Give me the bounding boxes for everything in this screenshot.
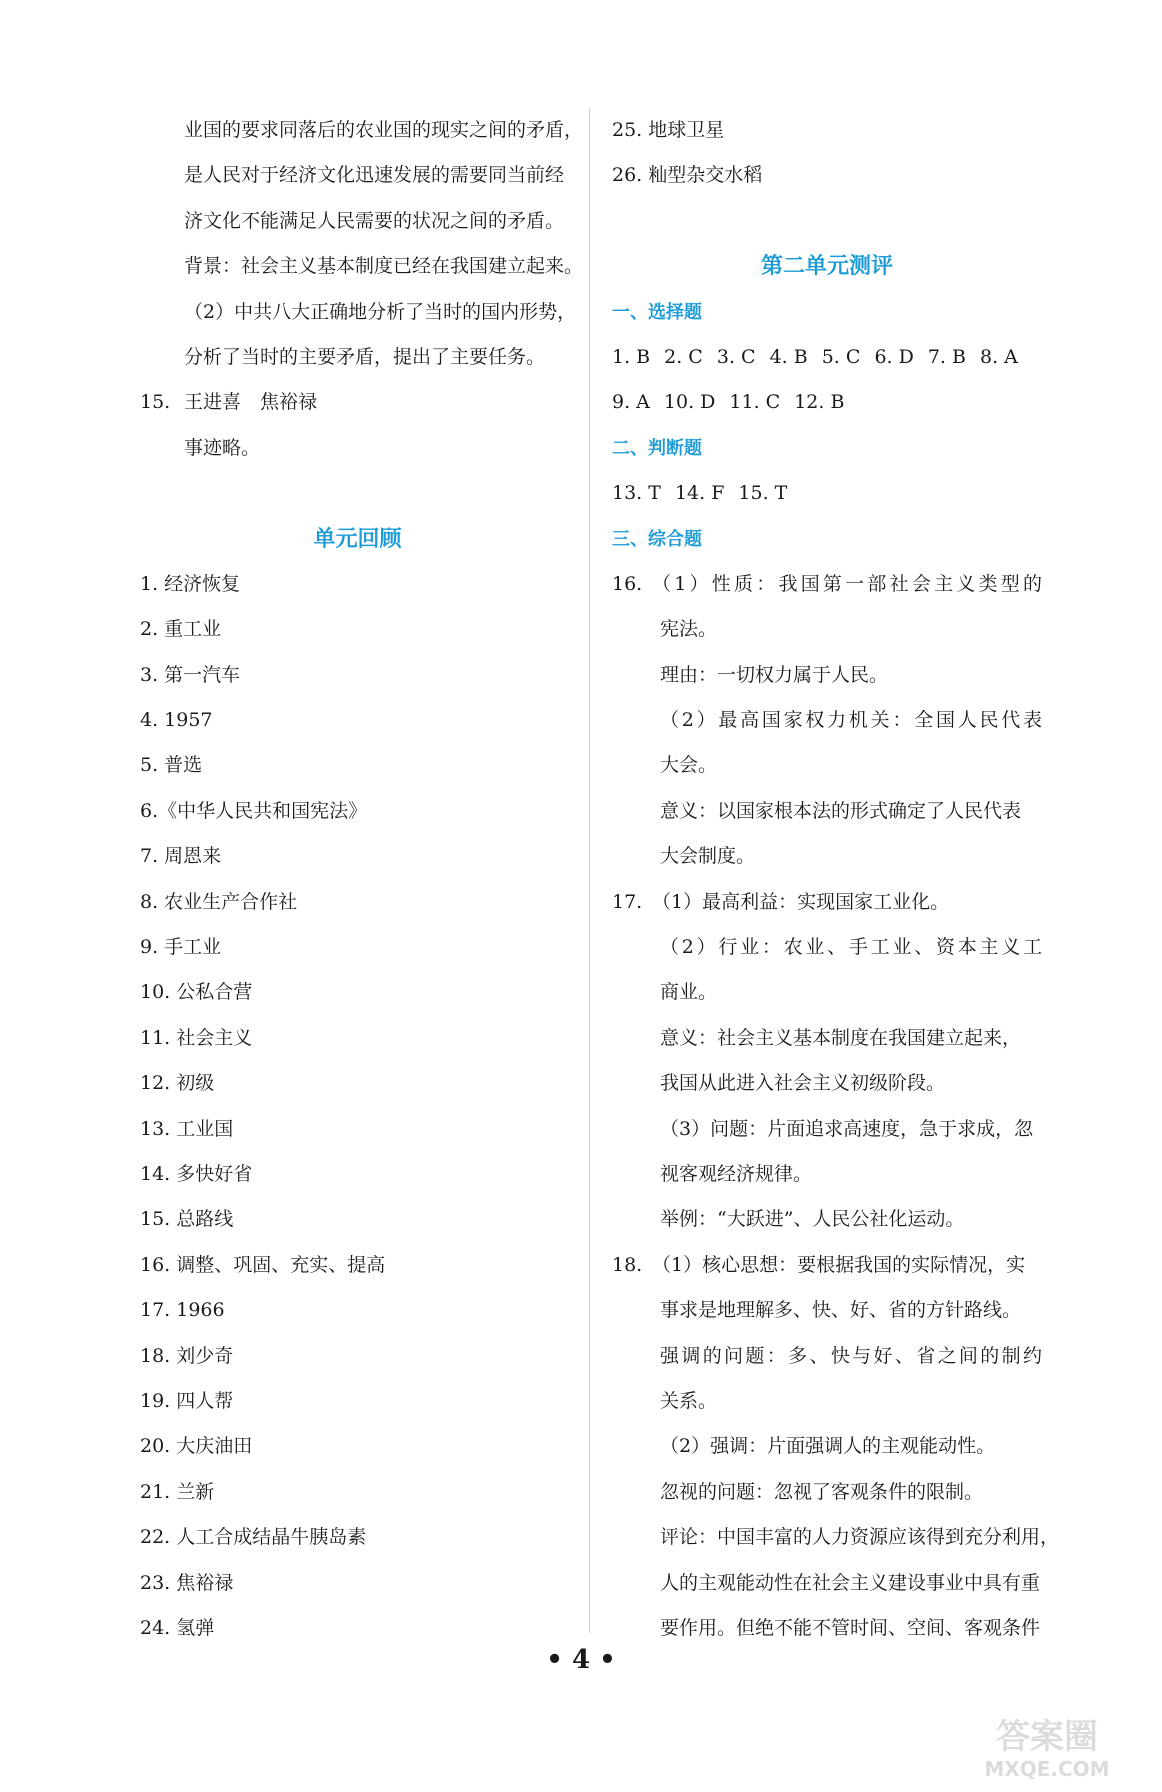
right-column <box>612 108 1060 1651</box>
review-item: 6.《中华人民共和国宪法》 <box>140 799 368 822</box>
review-item: 3. 第一汽车 <box>140 663 241 686</box>
review-item: 22. 人工合成结晶牛胰岛素 <box>140 1526 367 1549</box>
true-false-answers <box>612 471 1042 516</box>
section-multiple-choice: 一、选择题 <box>612 301 702 323</box>
answer-choice: 13. T <box>612 482 661 505</box>
review-item: 24. 氢弹 <box>140 1616 215 1639</box>
answer-choice: 14. F <box>674 482 725 505</box>
answer-line: 举例：“大跃进”、人民公社化运动。 <box>660 1208 965 1231</box>
answer-line: 大会制度。 <box>660 845 756 868</box>
column-divider <box>589 108 590 1633</box>
review-item: 1. 经济恢复 <box>140 572 241 595</box>
answer-choice: 15. T <box>738 482 788 505</box>
answer-choice: 7. B <box>927 345 966 368</box>
answer-line: 要作用。但绝不能不管时间、空间、客观条件 <box>660 1616 1041 1639</box>
question-number: 15. <box>140 391 171 414</box>
answer-line: 我国从此进入社会主义初级阶段。 <box>660 1072 946 1095</box>
answer-line: 忽视的问题：忽视了客观条件的限制。 <box>660 1480 984 1503</box>
answer-line: 业国的要求同落后的农业国的现实之间的矛盾， <box>184 119 584 141</box>
answer-line: （1）核心思想：要根据我国的实际情况，实 <box>652 1253 1026 1276</box>
question-18 <box>612 1243 1042 1288</box>
section-true-false: 二、判断题 <box>612 437 702 459</box>
review-item: 18. 刘少奇 <box>140 1344 234 1367</box>
question-number: 18. <box>612 1253 643 1276</box>
review-item: 15. 总路线 <box>140 1208 234 1231</box>
review-item: 9. 手工业 <box>140 936 222 959</box>
answer-line: 强调的问题：多、快与好、省之间的制约 <box>660 1344 1042 1367</box>
answer-line: 事求是地理解多、快、好、省的方针路线。 <box>660 1299 1022 1322</box>
page-number: • 4 • <box>546 1645 616 1675</box>
answer-choice: 2. C <box>664 345 703 368</box>
review-item: 23. 焦裕禄 <box>140 1571 234 1594</box>
answer-line: （2）行业：农业、手工业、资本主义工 <box>660 936 1042 959</box>
review-list <box>140 562 575 1651</box>
review-item: 13. 工业国 <box>140 1117 234 1140</box>
answer-line: 意义：社会主义基本制度在我国建立起来， <box>660 1026 1022 1049</box>
watermark-url: MXQE.COM <box>984 1757 1110 1781</box>
review-item: 8. 农业生产合作社 <box>140 890 298 913</box>
question-15 <box>140 380 575 425</box>
review-item: 16. 调整、巩固、充实、提高 <box>140 1253 386 1276</box>
question-number: 17. <box>612 890 643 913</box>
review-item: 26. 籼型杂交水稻 <box>612 164 763 187</box>
answer-choice: 3. C <box>716 345 756 368</box>
review-item: 12. 初级 <box>140 1072 215 1095</box>
review-item: 14. 多快好省 <box>140 1162 253 1185</box>
section-heading-test: 第二单元测评 <box>760 254 893 280</box>
section-comprehensive: 三、综合题 <box>612 528 702 550</box>
answer-line: 意义：以国家根本法的形式确定了人民代表 <box>660 799 1022 822</box>
review-item: 2. 重工业 <box>140 618 222 641</box>
review-item: 11. 社会主义 <box>140 1026 253 1049</box>
answer-line: 人的主观能动性在社会主义建设事业中具有重 <box>660 1571 1041 1594</box>
answer-note: 事迹略。 <box>184 436 261 459</box>
watermark-text: 答案圈 <box>996 1717 1098 1757</box>
answer-choice: 1. B <box>612 345 651 368</box>
question-17 <box>612 880 1042 925</box>
answer-line: 分析了当时的主要矛盾，提出了主要任务。 <box>184 345 546 368</box>
answer-line: 商业。 <box>660 981 718 1004</box>
answer-choice: 12. B <box>794 391 845 414</box>
review-item: 4. 1957 <box>140 709 213 732</box>
review-item: 19. 四人帮 <box>140 1389 234 1412</box>
multiple-choice-answers <box>612 380 1042 425</box>
multiple-choice-answers <box>612 335 1042 380</box>
review-item: 10. 公私合营 <box>140 981 253 1004</box>
review-item: 25. 地球卫星 <box>612 119 725 141</box>
answer-choice: 9. A <box>612 391 650 414</box>
answer-choice: 6. D <box>874 345 914 368</box>
question-number: 16. <box>612 572 643 595</box>
answer-line: 大会。 <box>660 754 718 777</box>
answer-line: （3）问题：片面追求高速度，急于求成，忽 <box>660 1117 1034 1140</box>
answer-choice: 5. C <box>821 345 861 368</box>
review-item: 7. 周恩来 <box>140 845 222 868</box>
answer-line: 宪法。 <box>660 618 718 641</box>
watermark-logo <box>955 1708 1140 1782</box>
answer-line: （2）强调：片面强调人的主观能动性。 <box>660 1435 996 1458</box>
review-item: 21. 兰新 <box>140 1480 215 1503</box>
answer-line: 关系。 <box>660 1389 718 1412</box>
answer-choice: 11. C <box>729 391 781 414</box>
review-item: 5. 普选 <box>140 754 203 777</box>
answer-line: 是人民对于经济文化迅速发展的需要同当前经 <box>184 164 565 187</box>
answer-line: （1）性质：我国第一部社会主义类型的 <box>652 572 1042 595</box>
answer-line: 理由：一切权力属于人民。 <box>660 663 889 686</box>
review-list-continued <box>612 108 1042 199</box>
answer-line: （1）最高利益：实现国家工业化。 <box>652 890 950 913</box>
answer-text: 王进喜 焦裕禄 <box>184 391 318 414</box>
answer-line: （2）最高国家权力机关：全国人民代表 <box>660 709 1042 732</box>
answer-choice: 8. A <box>979 345 1018 368</box>
answer-line: 背景：社会主义基本制度已经在我国建立起来。 <box>184 255 584 278</box>
section-heading-review: 单元回顾 <box>313 526 402 552</box>
answer-choice: 4. B <box>769 345 808 368</box>
question-16 <box>612 562 1042 607</box>
review-item: 17. 1966 <box>140 1299 225 1322</box>
review-item: 20. 大庆油田 <box>140 1435 253 1458</box>
answer-line: 济文化不能满足人民需要的状况之间的矛盾。 <box>184 209 565 232</box>
answer-line: 评论：中国丰富的人力资源应该得到充分利用， <box>660 1526 1060 1549</box>
answer-line: 视客观经济规律。 <box>660 1162 813 1185</box>
left-column <box>140 108 584 1651</box>
answer-choice: 10. D <box>663 391 716 414</box>
answer-line: （2）中共八大正确地分析了当时的国内形势， <box>184 300 577 323</box>
